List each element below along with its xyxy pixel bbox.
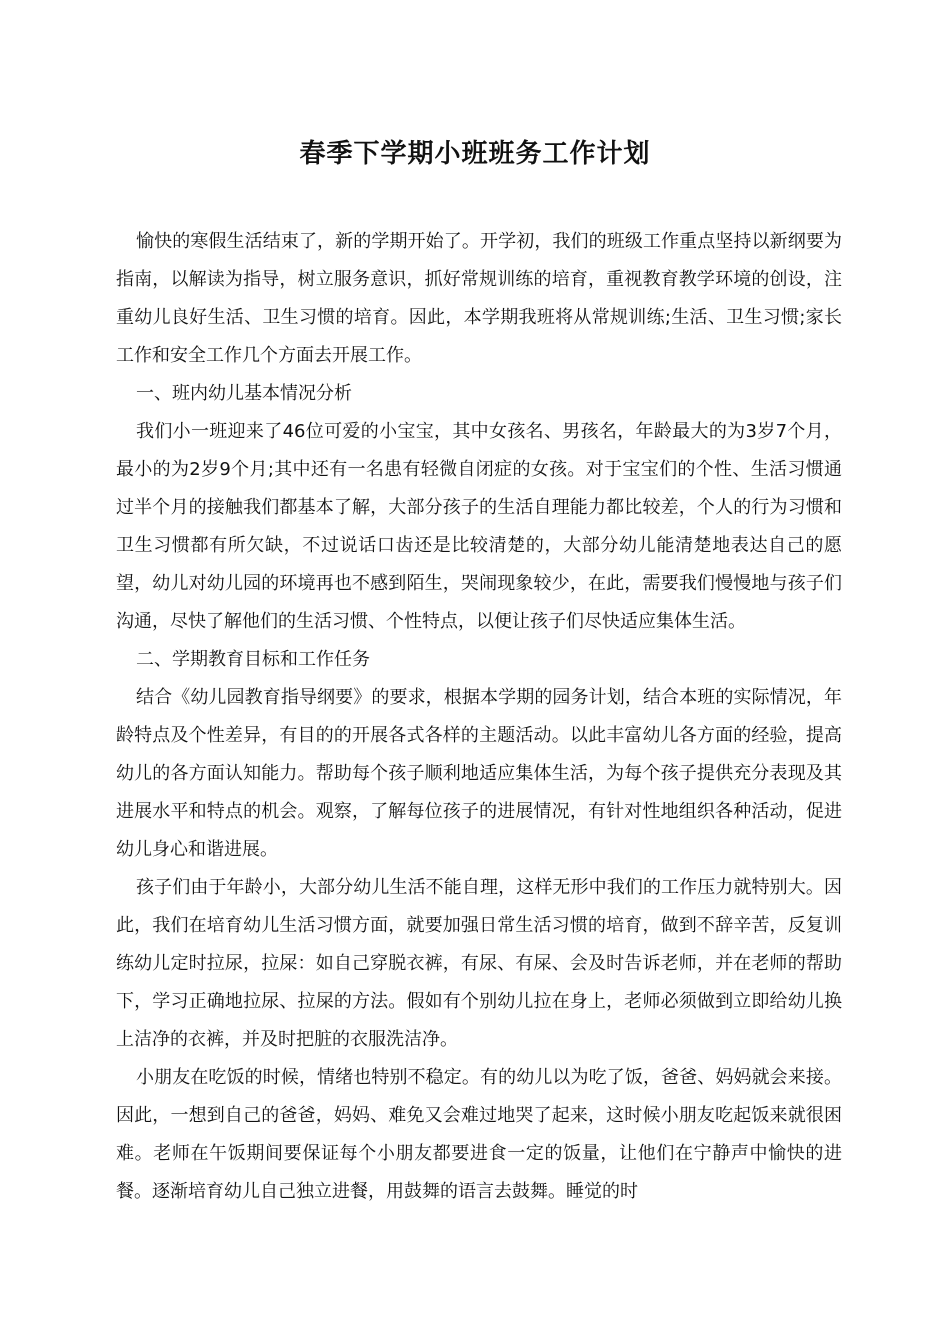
document-body — [116, 223, 842, 1211]
section-2-paragraph-2: 孩子们由于年龄小，大部分幼儿生活不能自理，这样无形中我们的工作压力就特别大。因此，我们在培育幼儿生活习惯方面，就要加强日常生活习惯的培育，做到不辞辛苦，反复训练幼儿定时拉尿，拉屎：如自己穿脱衣裤，有尿、有屎、会及时告诉老师，并在老师的帮助下，学习正确地拉尿、拉屎的方法。假如有个别幼儿拉在身上，老师必须做到立即给幼儿换上洁净的衣裤，并及时把脏的衣服洗洁净。 — [116, 877, 842, 1050]
section-heading-2: 二、学期教育目标和工作任务 — [136, 649, 370, 670]
intro-paragraph: 愉快的寒假生活结束了，新的学期开始了。开学初，我们的班级工作重点坚持以新纲要为指南，以解读为指导，树立服务意识，抓好常规训练的培育，重视教育教学环境的创设，注重幼儿良好生活、卫生习惯的培育。因此，本学期我班将从常规训练;生活、卫生习惯;家长工作和安全工作几个方面去开展工作。 — [116, 231, 842, 366]
document-title: 春季下学期小班班务工作计划 — [299, 139, 651, 169]
section-1-paragraph: 我们小一班迎来了46位可爱的小宝宝，其中女孩名、男孩名，年龄最大的为3岁7个月，最小的为2岁9个月;其中还有一名患有轻微自闭症的女孩。对于宝宝们的个性、生活习惯通过半个月的接触我们都基本了解，大部分孩子的生活自理能力都比较差，个人的行为习惯和卫生习惯都有所欠缺，不过说话口齿还是比较清楚的，大部分幼儿能清楚地表达自己的愿望，幼儿对幼儿园的环境再也不感到陌生，哭闹现象较少，在此，需要我们慢慢地与孩子们沟通，尽快了解他们的生活习惯、个性特点，以便让孩子们尽快适应集体生活。 — [116, 421, 842, 632]
section-2-paragraph-3: 小朋友在吃饭的时候，情绪也特别不稳定。有的幼儿以为吃了饭，爸爸、妈妈就会来接。因此，一想到自己的爸爸，妈妈、难免又会难过地哭了起来，这时候小朋友吃起饭来就很困难。老师在午饭期间要保证每个小朋友都要进食一定的饭量，让他们在宁静声中愉快的进餐。逐渐培育幼儿自己独立进餐，用鼓舞的语言去鼓舞。睡觉的时 — [116, 1067, 842, 1202]
section-heading-1: 一、班内幼儿基本情况分析 — [136, 383, 352, 404]
section-2-paragraph-1: 结合《幼儿园教育指导纲要》的要求，根据本学期的园务计划，结合本班的实际情况，年龄特点及个性差异，有目的的开展各式各样的主题活动。以此丰富幼儿各方面的经验，提高幼儿的各方面认知能力。帮助每个孩子顺利地适应集体生活，为每个孩子提供充分表现及其进展水平和特点的机会。观察，了解每位孩子的进展情况，有针对性地组织各种活动，促进幼儿身心和谐进展。 — [116, 687, 842, 860]
